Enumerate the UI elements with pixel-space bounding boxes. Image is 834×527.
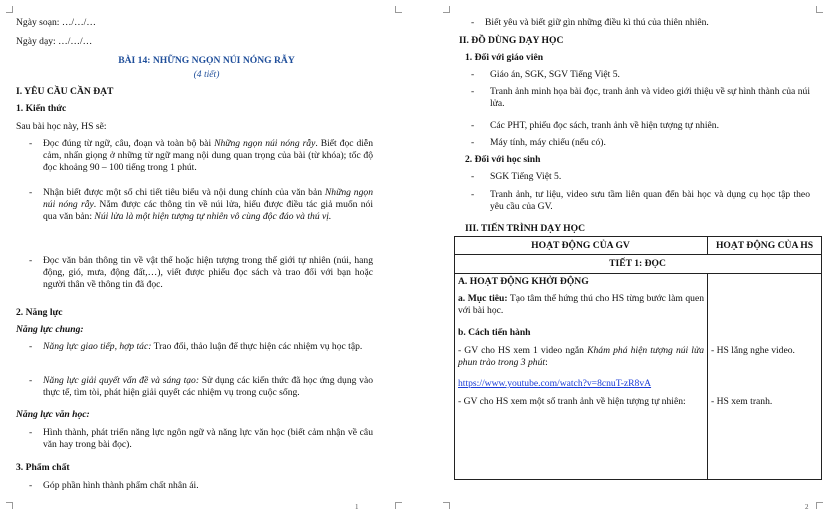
hs-activity-2: - HS xem tranh. bbox=[711, 396, 773, 407]
nang-luc-chung-label: Năng lực chung: bbox=[16, 324, 84, 335]
document-page-1 bbox=[0, 0, 413, 527]
hs-item-2: Tranh ảnh, tư liệu, video sưu tầm liên quan đến bài học và dụng cụ học tập theo yêu cầu của GV. bbox=[490, 189, 810, 212]
page-number: 2 bbox=[805, 503, 809, 511]
crop-mark bbox=[816, 6, 823, 13]
table-header-hs: HOẠT ĐỘNG CỦA HS bbox=[715, 240, 814, 251]
crop-mark bbox=[395, 6, 402, 13]
table-divider bbox=[707, 273, 708, 479]
lesson-title: BÀI 14: NHỮNG NGỌN NÚI NÓNG RẪY bbox=[118, 55, 295, 66]
kien-thuc-item-1: Đọc đúng từ ngữ, câu, đoạn và toàn bộ bài Những ngọn núi nóng rẫy. Biết đọc diễn cảm, nhấn giọng ở những từ ngữ mang nội dung quan trọng của bài (từ khóa); tốc độ đọc khoảng 90 – 100 tiếng trong 1 phút. bbox=[43, 138, 373, 173]
gv-activity-1: - GV cho HS xem 1 video ngắn Khám phá hiện tượng núi lửa phun trào trong 3 phút: bbox=[458, 345, 704, 368]
pham-chat-item-1: Góp phần hình thành phẩm chất nhân ái. bbox=[43, 480, 199, 491]
subsection-pham-chat: 3. Phẩm chất bbox=[16, 462, 70, 473]
nang-luc-van-hoc-label: Năng lực văn học: bbox=[16, 409, 90, 420]
gv-item-4: Máy tính, máy chiếu (nếu có). bbox=[490, 137, 606, 148]
table-tiet-label: TIẾT 1: ĐỌC bbox=[609, 258, 666, 269]
nang-luc-van-hoc-item-1: Hình thành, phát triển năng lực ngôn ngữ và năng lực văn học (biết cảm nhận về câu văn hay trong bài đọc). bbox=[43, 427, 373, 450]
table-divider bbox=[454, 254, 821, 255]
bullet-dash: - bbox=[29, 375, 33, 386]
crop-mark bbox=[395, 502, 402, 509]
bullet-dash: - bbox=[471, 189, 475, 200]
section-3-heading: III. TIẾN TRÌNH DẠY HỌC bbox=[465, 223, 586, 234]
subsection-nang-luc: 2. Năng lực bbox=[16, 307, 63, 318]
bullet-dash: - bbox=[29, 138, 33, 149]
gv-activity-2: - GV cho HS xem một số tranh ảnh về hiện tượng tự nhiên: bbox=[458, 396, 686, 407]
bullet-dash: - bbox=[471, 120, 475, 131]
hs-item-1: SGK Tiếng Việt 5. bbox=[490, 171, 562, 182]
gv-item-1: Giáo án, SGK, SGV Tiếng Việt 5. bbox=[490, 69, 620, 80]
pham-chat-item-2: Biết yêu và biết giữ gìn những điều kì thú của thiên nhiên. bbox=[485, 17, 709, 28]
section-1-heading: I. YÊU CẦU CẦN ĐẠT bbox=[16, 86, 114, 97]
bullet-dash: - bbox=[29, 480, 33, 491]
bullet-dash: - bbox=[29, 187, 33, 198]
lesson-subtitle: (4 tiết) bbox=[193, 69, 220, 80]
crop-mark bbox=[816, 502, 823, 509]
nang-luc-chung-item-2: Năng lực giải quyết vấn đề và sáng tạo: Sử dụng các kiến thức đã học ứng dụng vào thực tế, tìm tòi, phát hiện giải quyết các nhiệm vụ trong cuộc sống. bbox=[43, 375, 373, 398]
bullet-dash: - bbox=[471, 137, 475, 148]
cach-tien-hanh: b. Cách tiến hành bbox=[458, 327, 531, 338]
kien-thuc-item-2: Nhận biết được một số chi tiết tiêu biểu và nội dung chính của văn bản Những ngọn núi nóng rẫy. Nắm được các thông tin về núi lửa, hiểu được điều tác giả muốn nói qua văn bản: Núi lửa là một hiện tượng tự nhiên vô cùng độc đáo và thú vị. bbox=[43, 187, 373, 222]
page-gutter bbox=[413, 0, 421, 527]
page-number: 1 bbox=[355, 503, 359, 511]
bullet-dash: - bbox=[471, 17, 475, 28]
intro-text: Sau bài học này, HS sẽ: bbox=[16, 121, 107, 132]
bullet-dash: - bbox=[29, 427, 33, 438]
bullet-dash: - bbox=[29, 341, 33, 352]
ngay-day: Ngày dạy: …/…/… bbox=[16, 36, 93, 47]
subsection-hoc-sinh: 2. Đối với học sinh bbox=[465, 154, 541, 165]
crop-mark bbox=[6, 6, 13, 13]
table-divider bbox=[454, 273, 821, 274]
muc-tieu: a. Mục tiêu: Tạo tâm thế hứng thú cho HS từng bước làm quen với bài học. bbox=[458, 293, 704, 316]
hoat-dong-khoi-dong: A. HOẠT ĐỘNG KHỞI ĐỘNG bbox=[458, 276, 589, 287]
crop-mark bbox=[443, 502, 450, 509]
kien-thuc-item-3: Đọc văn bản thông tin về vật thể hoặc hiện tượng trong thế giới tự nhiên (núi, hang động, gió, mưa, động đất,…), viết được phiếu đọc sách và trao đổi với bạn hoặc người thân về thông tin đã đọc. bbox=[43, 255, 373, 290]
document-page-2 bbox=[421, 0, 834, 527]
bullet-dash: - bbox=[29, 255, 33, 266]
subsection-kien-thuc: 1. Kiến thức bbox=[16, 103, 67, 114]
ngay-soan: Ngày soạn: …/…/… bbox=[16, 17, 96, 28]
subsection-giao-vien: 1. Đối với giáo viên bbox=[465, 52, 544, 63]
crop-mark bbox=[6, 502, 13, 509]
hs-activity-1: - HS lắng nghe video. bbox=[711, 345, 795, 356]
bullet-dash: - bbox=[471, 171, 475, 182]
crop-mark bbox=[443, 6, 450, 13]
video-link[interactable]: https://www.youtube.com/watch?v=8cnuT-zR8vA bbox=[458, 378, 652, 389]
bullet-dash: - bbox=[471, 86, 475, 97]
gv-item-2: Tranh ảnh minh họa bài đọc, tranh ảnh và video giới thiệu về sự hình thành của núi lửa. bbox=[490, 86, 810, 109]
gv-item-3: Các PHT, phiếu đọc sách, tranh ảnh về hiện tượng tự nhiên. bbox=[490, 120, 719, 131]
nang-luc-chung-item-1: Năng lực giao tiếp, hợp tác: Trao đổi, thảo luận để thực hiện các nhiệm vụ học tập. bbox=[43, 341, 363, 352]
section-2-heading: II. ĐỒ DÙNG DẠY HỌC bbox=[459, 35, 564, 46]
table-header-gv: HOẠT ĐỘNG CỦA GV bbox=[531, 240, 630, 251]
bullet-dash: - bbox=[471, 69, 475, 80]
